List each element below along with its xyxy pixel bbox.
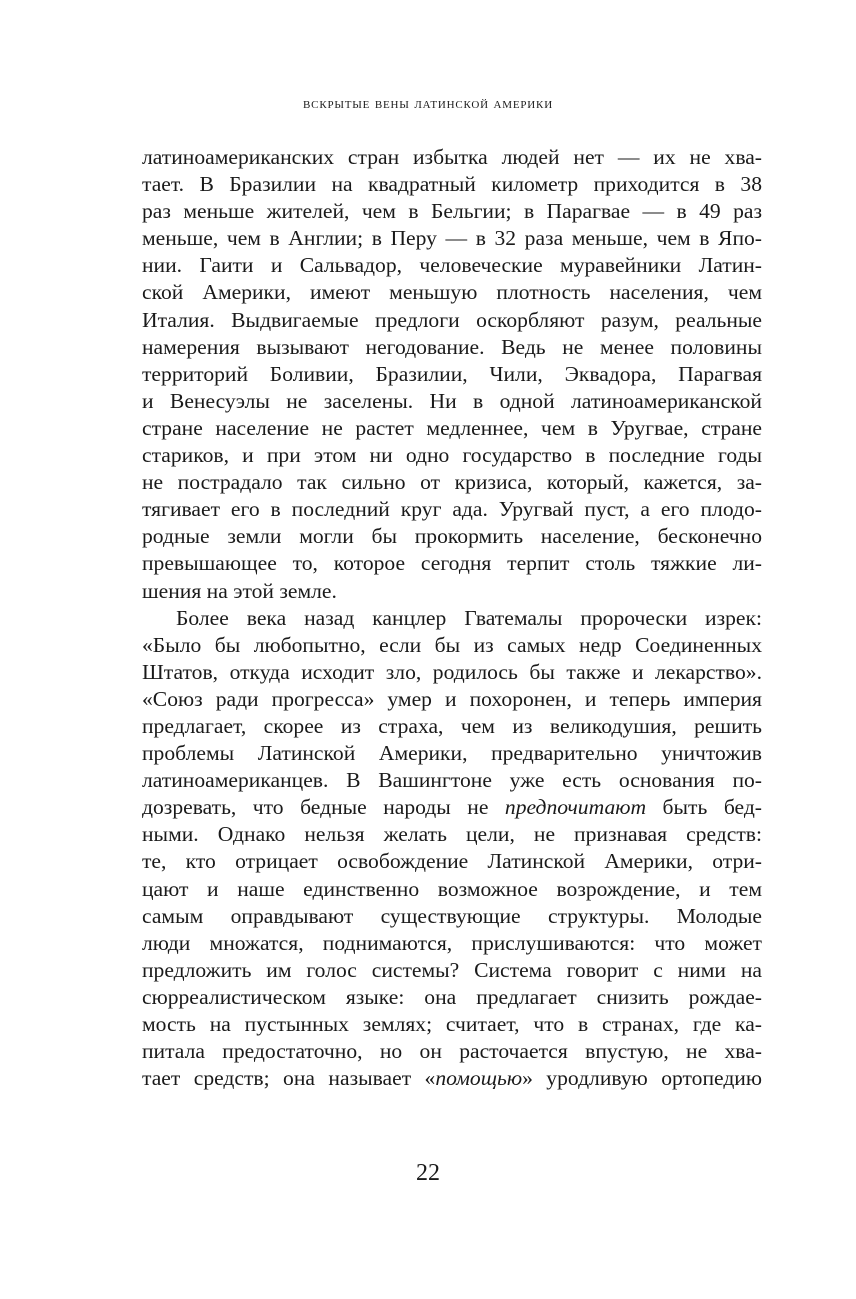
text-line: мость на пустынных землях; считает, что в странах, где ка-	[142, 1012, 762, 1036]
text-line: те, кто отрицает освобождение Латинской Америки, отри-	[142, 849, 762, 874]
text-line: Италия. Выдвигаемые предлоги оскорбляют разум, реальные	[142, 307, 762, 332]
text-line: Штатов, откуда исходит зло, родилось бы также и лекарство».	[142, 659, 762, 684]
text-line: раз меньше жителей, чем в Бельгии; в Парагвае — в 49 раз	[142, 199, 762, 224]
text-line: латиноамериканских стран избытка людей нет — их не хва-	[142, 145, 762, 169]
italic-word: предпочитают	[504, 795, 647, 820]
text-line: превышающее то, которое сегодня терпит столь тяжкие ли-	[142, 551, 762, 576]
text-line: латиноамериканцев. В Вашингтоне уже есть основания по-	[142, 768, 762, 793]
text-line: ской Америки, имеют меньшую плотность населения, чем	[142, 280, 762, 305]
text-segment: дозревать, что бедные народы не	[142, 795, 505, 820]
text-line: территорий Боливии, Бразилии, Чили, Эквадора, Парагвая	[142, 361, 762, 386]
text-line: цают и наше единственно возможное возрождение, и тем	[142, 876, 762, 901]
page-number: 22	[416, 1160, 440, 1186]
text-line: стране население не растет медленнее, чем в Уругвае, стране	[142, 415, 762, 440]
text-line: проблемы Латинской Америки, предварительно уничтожив	[142, 741, 762, 766]
italic-word: помощью	[435, 1066, 523, 1091]
text-line-with-italic	[142, 794, 762, 821]
text-line: тает. В Бразилии на квадратный километр приходится в 38	[142, 172, 762, 197]
text-line: стариков, и при этом ни одно государство в последние годы	[142, 443, 762, 468]
text-line: предлагает, скорее из страха, чем из великодушия, решить	[142, 713, 762, 738]
text-line: питала предостаточно, но он расточается впустую, не хва-	[142, 1039, 762, 1064]
text-line: меньше, чем в Англии; в Перу — в 32 раза меньше, чем в Япо-	[142, 226, 762, 251]
text-line: «Союз ради прогресса» умер и похоронен, и теперь империя	[142, 686, 762, 711]
text-line: ными. Однако нельзя желать цели, не признавая средств:	[142, 822, 762, 847]
text-line: нии. Гаити и Сальвадор, человеческие муравейники Латин-	[142, 253, 762, 278]
text-segment: быть бед-	[646, 795, 762, 820]
text-segment: тает средств; она называет «	[142, 1066, 436, 1091]
paragraph-1	[142, 144, 762, 605]
text-line: сюрреалистическом языке: она предлагает снизить рождае-	[142, 984, 762, 1009]
body-text	[142, 144, 762, 1092]
text-line: не пострадало так сильно от кризиса, который, кажется, за-	[142, 470, 762, 495]
text-line: шения на этой земле.	[142, 578, 337, 603]
text-line: люди множатся, поднимаются, прислушиваются: что может	[142, 930, 762, 955]
text-line: Более века назад канцлер Гватемалы пророчески изрек:	[176, 605, 762, 630]
running-header: вскрытые вены латинской америки	[303, 95, 553, 112]
paragraph-2	[142, 605, 762, 1093]
text-line: предложить им голос системы? Система говорит с ними на	[142, 957, 762, 982]
text-line-with-italic	[142, 1065, 762, 1092]
text-line: и Венесуэлы не заселены. Ни в одной латиноамериканской	[142, 388, 762, 413]
text-line: тягивает его в последний круг ада. Уругвай пуст, а его плодо-	[142, 497, 762, 522]
text-line: родные земли могли бы прокормить население, бесконечно	[142, 524, 762, 549]
text-line: самым оправдывают существующие структуры. Молодые	[142, 903, 762, 928]
text-segment: » уродливую ортопедию	[522, 1066, 762, 1091]
text-line: намерения вызывают негодование. Ведь не менее половины	[142, 334, 762, 359]
text-line: «Было бы любопытно, если бы из самых недр Соединенных	[142, 632, 762, 657]
